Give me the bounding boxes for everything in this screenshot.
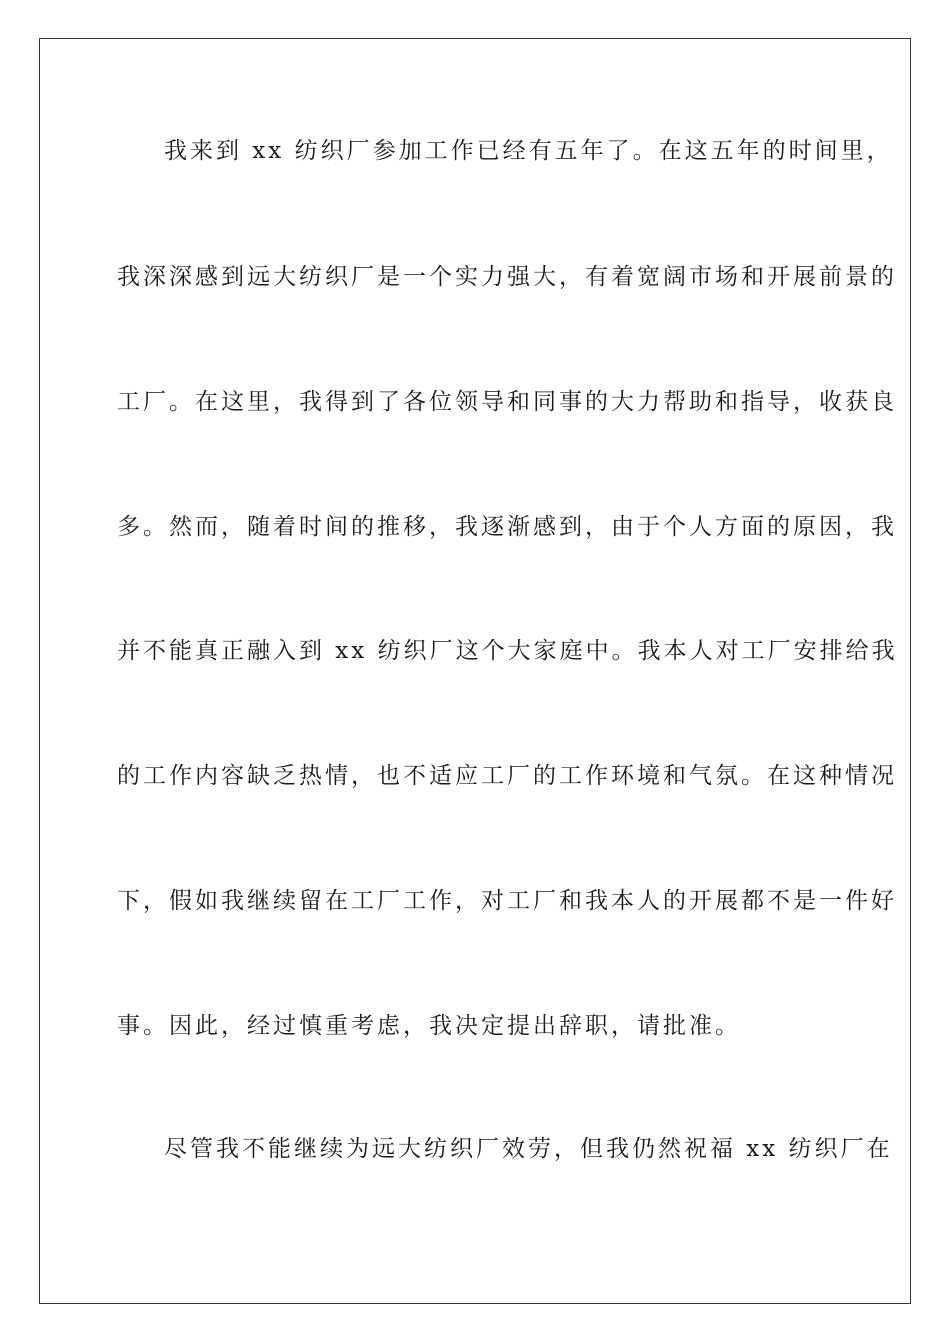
paragraph-1-line-4: 多。然而，随着时间的推移，我逐渐感到，由于个人方面的原因，我 [117,514,897,540]
paragraph-1-line-2: 我深深感到远大纺织厂是一个实力强大，有着宽阔市场和开展前景的 [117,264,897,290]
page-border [39,38,911,1304]
paragraph-1-line-3: 工厂。在这里，我得到了各位领导和同事的大力帮助和指导，收获良 [117,389,897,415]
paragraph-1-line-1: 我来到 xx 纺织厂参加工作已经有五年了。在这五年的时间里， [164,138,893,164]
paragraph-1-line-8: 事。因此，经过慎重考虑，我决定提出辞职，请批准。 [117,1013,741,1039]
paragraph-2-line-1: 尽管我不能继续为远大纺织厂效劳，但我仍然祝福 xx 纺织厂在 [164,1136,893,1162]
paragraph-1-line-6: 的工作内容缺乏热情，也不适应工厂的工作环境和气氛。在这种情况 [117,763,897,789]
paragraph-1-line-7: 下，假如我继续留在工厂工作，对工厂和我本人的开展都不是一件好 [117,888,897,914]
paragraph-1-line-5: 并不能真正融入到 xx 纺织厂这个大家庭中。我本人对工厂安排给我 [117,638,898,664]
